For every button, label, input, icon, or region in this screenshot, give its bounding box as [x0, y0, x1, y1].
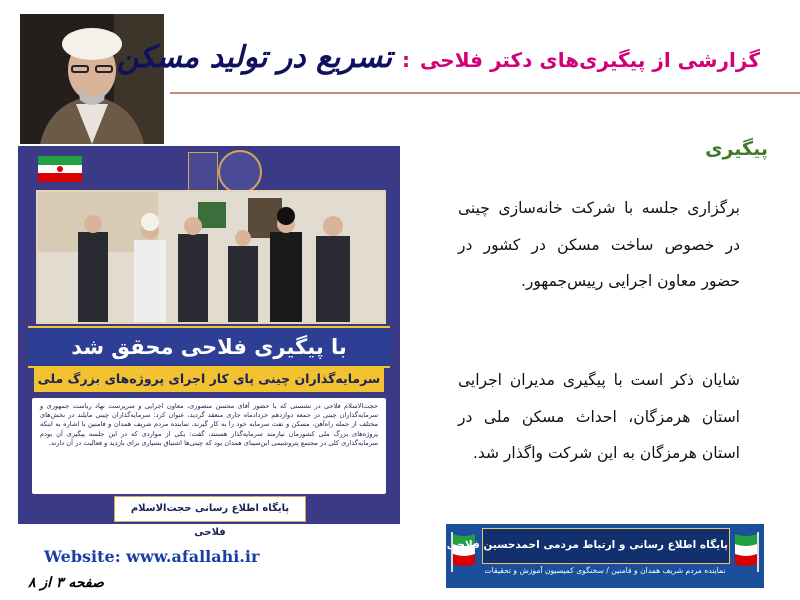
news-poster — [18, 146, 400, 538]
poster-headline: با پیگیری فلاحی محقق شد — [71, 335, 347, 359]
poster-footer-label: پایگاه اطلاع رسانی حجت‌الاسلام فلاحی — [114, 496, 306, 522]
banner-subtitle: نماینده مردم شریف همدان و فامنین / سخنگوی کمیسیون آموزش و تحقیقات — [484, 566, 726, 575]
title-separator: : — [402, 48, 411, 72]
section-heading: پیگیری — [705, 138, 768, 160]
page-title — [116, 40, 760, 75]
title-text: گزارشی از پیگیری‌های دکتر فلاحی — [420, 48, 760, 72]
banner-title: پایگاه اطلاع رسانی و ارتباط مردمی احمدحسین فلاحی — [446, 539, 728, 551]
seal-emblem-icon — [188, 152, 218, 192]
paragraph-2: شایان ذکر است با پیگیری مدیران اجرایی استان هرمزگان، احداث مسکن ملی در استان هرمزگان به این شرکت واگذار شد. — [458, 371, 740, 462]
poster-subheadline: سرمایه‌گذاران چینی پای کار اجرای پروژه‌های بزرگ ملی — [37, 371, 381, 386]
iran-flag-icon — [734, 532, 760, 572]
header-divider — [170, 92, 800, 94]
poster-body-text: حجت‌الاسلام فلاحی در نشستی که با حضور آقای محسن منصوری، معاون اجرایی و سرپرست نهاد ریاست جمهوری و سرمایه‌گذاران چینی در جمعه دوازدهم خردادماه جاری منعقد گردید، عنوان کرد: سرمایه‌گذاران چینی مایلند در بخش‌های مختلف از جمله راه‌آهن، مسکن و نفت سرمایه خود را به کار گیرند. نماینده مردم شریف همدان و فامنین با اشاره به اینکه پروژه‌های بزرگ ملی کشورمان نیازمند سرمایه‌گذار هستند، گفت: یکی از مواردی که در این جلسه پیگیری آن بودم سرمایه‌گذاری کلی در مجتمع پتروشیمی ابن‌سینای همدان بود که چینی‌ها اشتیاق بسیاری برای بازدید و فعالیت در آن دارند. — [40, 402, 378, 447]
seal-emblem-icon — [218, 150, 262, 194]
page-number: صفحه ۳ از ۸ — [28, 575, 104, 591]
subtitle-text: تسریع در تولید مسکن — [116, 40, 393, 75]
website-link[interactable]: Website: www.afallahi.ir — [44, 547, 260, 566]
meeting-photo — [36, 190, 386, 324]
paragraph-1: برگزاری جلسه با شرکت خانه‌سازی چینی در خصوص ساخت مسکن در کشور در حضور معاون اجرایی رییس‌جمهور. — [458, 199, 740, 290]
portrait-photo — [20, 14, 164, 144]
footer-banner — [446, 524, 764, 588]
iran-flag-icon — [38, 156, 82, 182]
